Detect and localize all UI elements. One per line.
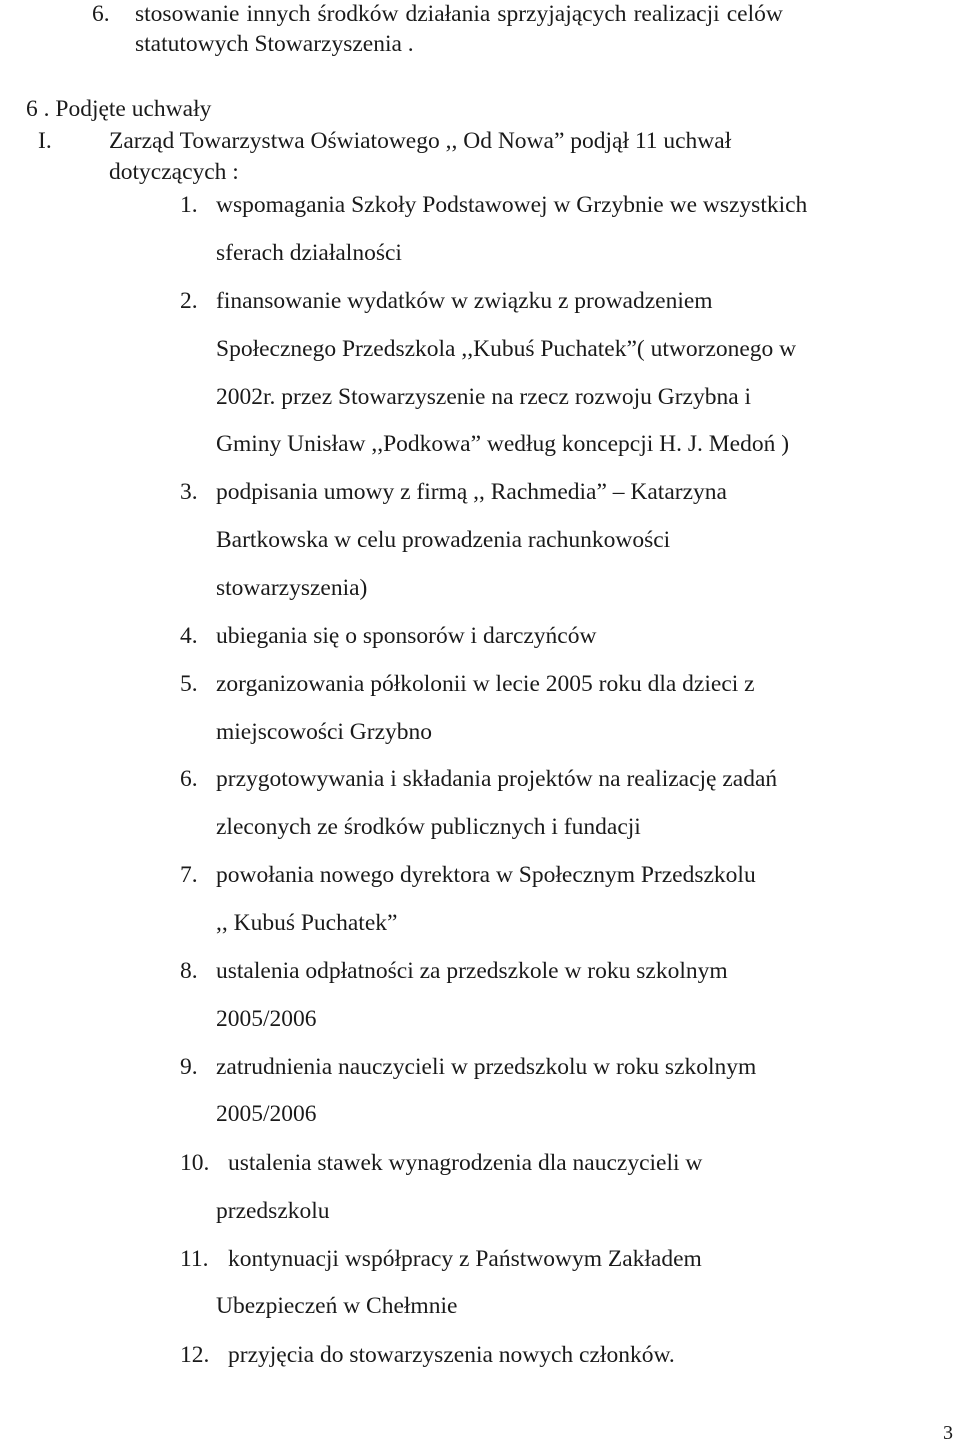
resolution-number: 12. <box>180 1342 210 1368</box>
resolution-number: 7. <box>180 862 198 888</box>
resolution-line: ,, Kubuś Puchatek” <box>216 910 398 936</box>
resolution-line: Społecznego Przedszkola ,,Kubuś Puchatek”( utworzonego w <box>216 336 797 362</box>
resolution-line: 2005/2006 <box>216 1006 317 1032</box>
resolution-line: stowarzyszenia) <box>216 575 368 601</box>
resolution-number: 1. <box>180 192 198 218</box>
section-heading: 6 . Podjęte uchwały <box>26 96 212 122</box>
subsection-marker: I. <box>38 128 52 154</box>
resolution-number: 10. <box>180 1150 210 1176</box>
resolution-line: 2002r. przez Stowarzyszenie na rzecz rozwoju Grzybna i <box>216 384 752 410</box>
resolution-number: 5. <box>180 671 198 697</box>
resolution-number: 2. <box>180 288 198 314</box>
resolution-line: przedszkolu <box>216 1198 330 1224</box>
resolution-line: zatrudnienia nauczycieli w przedszkolu w roku szkolnym <box>216 1054 757 1080</box>
resolution-line: ustalenia stawek wynagrodzenia dla nauczycieli w <box>228 1150 703 1176</box>
resolution-number: 6. <box>180 766 198 792</box>
resolution-line: zorganizowania półkolonii w lecie 2005 roku dla dzieci z <box>216 671 755 697</box>
resolution-number: 3. <box>180 479 198 505</box>
resolution-line: miejscowości Grzybno <box>216 719 433 745</box>
resolution-line: powołania nowego dyrektora w Społecznym Przedszkolu <box>216 862 756 888</box>
resolution-number: 8. <box>180 958 198 984</box>
resolution-number: 9. <box>180 1054 198 1080</box>
intro-item-number: 6. <box>92 1 110 27</box>
resolution-number: 4. <box>180 623 198 649</box>
subsection-line: Zarząd Towarzystwa Oświatowego ,, Od Nowa” podjął 11 uchwał <box>109 128 732 154</box>
resolution-line: Bartkowska w celu prowadzenia rachunkowości <box>216 527 671 553</box>
resolution-line: ustalenia odpłatności za przedszkole w roku szkolnym <box>216 958 728 984</box>
resolution-line: kontynuacji współpracy z Państwowym Zakładem <box>228 1246 702 1272</box>
resolution-line: przyjęcia do stowarzyszenia nowych członków. <box>228 1342 675 1368</box>
resolution-line: Ubezpieczeń w Chełmnie <box>216 1293 458 1319</box>
resolution-line: sferach działalności <box>216 240 402 266</box>
resolution-line: wspomagania Szkoły Podstawowej w Grzybnie we wszystkich <box>216 192 808 218</box>
resolution-number: 11. <box>180 1246 209 1272</box>
intro-item-line: statutowych Stowarzyszenia . <box>135 31 414 57</box>
resolution-line: zleconych ze środków publicznych i fundacji <box>216 814 641 840</box>
resolution-line: 2005/2006 <box>216 1101 317 1127</box>
resolution-line: przygotowywania i składania projektów na realizację zadań <box>216 766 778 792</box>
resolution-line: ubiegania się o sponsorów i darczyńców <box>216 623 597 649</box>
page-number: 3 <box>943 1422 953 1444</box>
resolution-line: Gminy Unisław ,,Podkowa” według koncepcji H. J. Medoń ) <box>216 431 790 457</box>
resolution-line: podpisania umowy z firmą ,, Rachmedia” – Katarzyna <box>216 479 727 505</box>
intro-item-line: stosowanie innych środków działania sprzyjających realizacji celów <box>135 1 783 27</box>
subsection-line: dotyczących : <box>109 159 239 185</box>
resolution-line: finansowanie wydatków w związku z prowadzeniem <box>216 288 713 314</box>
